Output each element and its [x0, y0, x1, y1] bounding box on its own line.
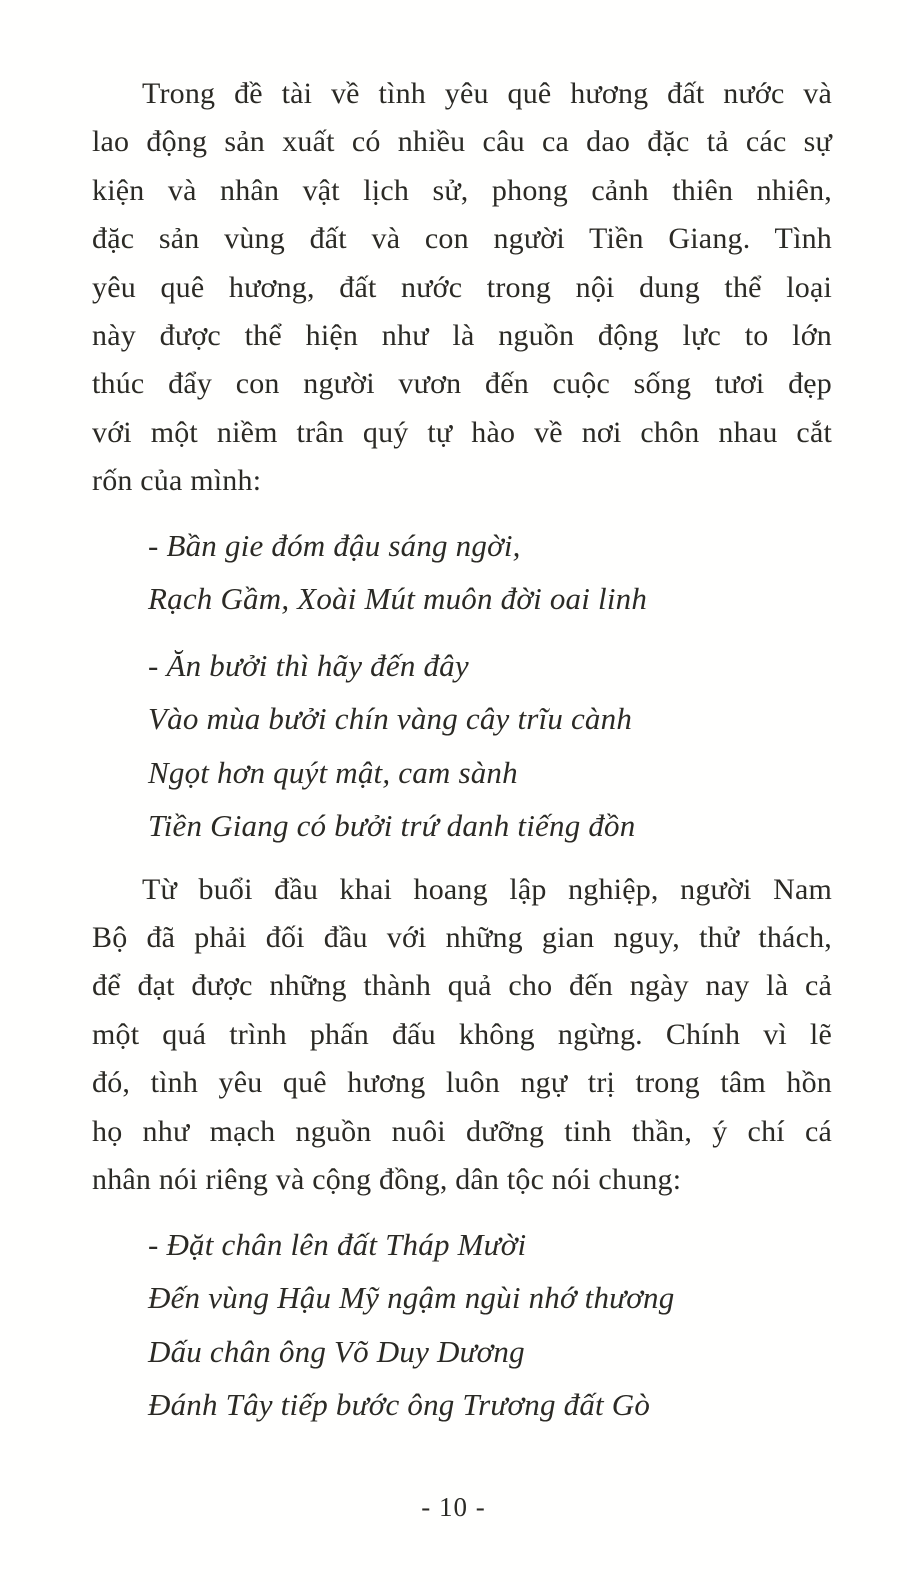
text-line: thúc đẩy con người vươn đến cuộc sống tươi đẹp: [92, 367, 832, 401]
text-line: một quá trình phấn đấu không ngừng. Chính vì lẽ: [92, 1017, 832, 1051]
text-line: để đạt được những thành quả cho đến ngày nay là cả: [92, 969, 832, 1003]
text-line: Bộ đã phải đối đầu với những gian nguy, thử thách,: [92, 921, 832, 955]
text-line: Vào mùa bưởi chín vàng cây trĩu cành: [148, 701, 633, 737]
page-number: - 10 -: [421, 1492, 486, 1522]
text-line: nhân nói riêng và cộng đồng, dân tộc nói chung:: [92, 1163, 682, 1197]
verse-block: [148, 519, 832, 626]
text-line: - Đặt chân lên đất Tháp Mười: [148, 1226, 527, 1262]
text-line: Ngọt hơn quýt mật, cam sành: [148, 754, 518, 790]
text-line: với một niềm trân quý tự hào về nơi chôn nhau cắt: [92, 415, 832, 449]
paragraph-block: [92, 866, 832, 1205]
paragraph-block: [92, 70, 832, 506]
verse-block: [148, 1218, 832, 1432]
text-blocks: [92, 70, 832, 1445]
text-line: lao động sản xuất có nhiều câu ca dao đặc tả các sự: [92, 125, 832, 159]
text-line: họ như mạch nguồn nuôi dưỡng tinh thần, ý chí cá: [92, 1114, 832, 1148]
text-line: Từ buổi đầu khai hoang lập nghiệp, người Nam: [142, 872, 832, 906]
text-line: rốn của mình:: [92, 464, 262, 498]
text-line: này được thể hiện như là nguồn động lực to lớn: [92, 319, 832, 353]
text-line: Đến vùng Hậu Mỹ ngậm ngùi nhớ thương: [148, 1280, 675, 1315]
text-line: - Ăn bưởi thì hãy đến đây: [148, 647, 469, 683]
text-line: Tiền Giang có bưởi trứ danh tiếng đồn: [148, 808, 636, 844]
text-line: đó, tình yêu quê hương luôn ngự trị trong tâm hồn: [92, 1066, 832, 1100]
text-line: Trong đề tài về tình yêu quê hương đất nước và: [142, 77, 832, 110]
text-line: kiện và nhân vật lịch sử, phong cảnh thiên nhiên,: [92, 173, 832, 207]
text-line: yêu quê hương, đất nước trong nội dung thể loại: [92, 270, 832, 304]
verse-block: [148, 639, 832, 853]
text-line: Rạch Gầm, Xoài Mút muôn đời oai linh: [148, 581, 648, 617]
text-line: Dấu chân ông Võ Duy Dương: [148, 1333, 525, 1369]
text-line: đặc sản vùng đất và con người Tiền Giang. Tình: [92, 222, 832, 256]
text-line: Đánh Tây tiếp bước ông Trương đất Gò: [148, 1387, 651, 1422]
text-line: - Bần gie đóm đậu sáng ngời,: [148, 527, 521, 563]
